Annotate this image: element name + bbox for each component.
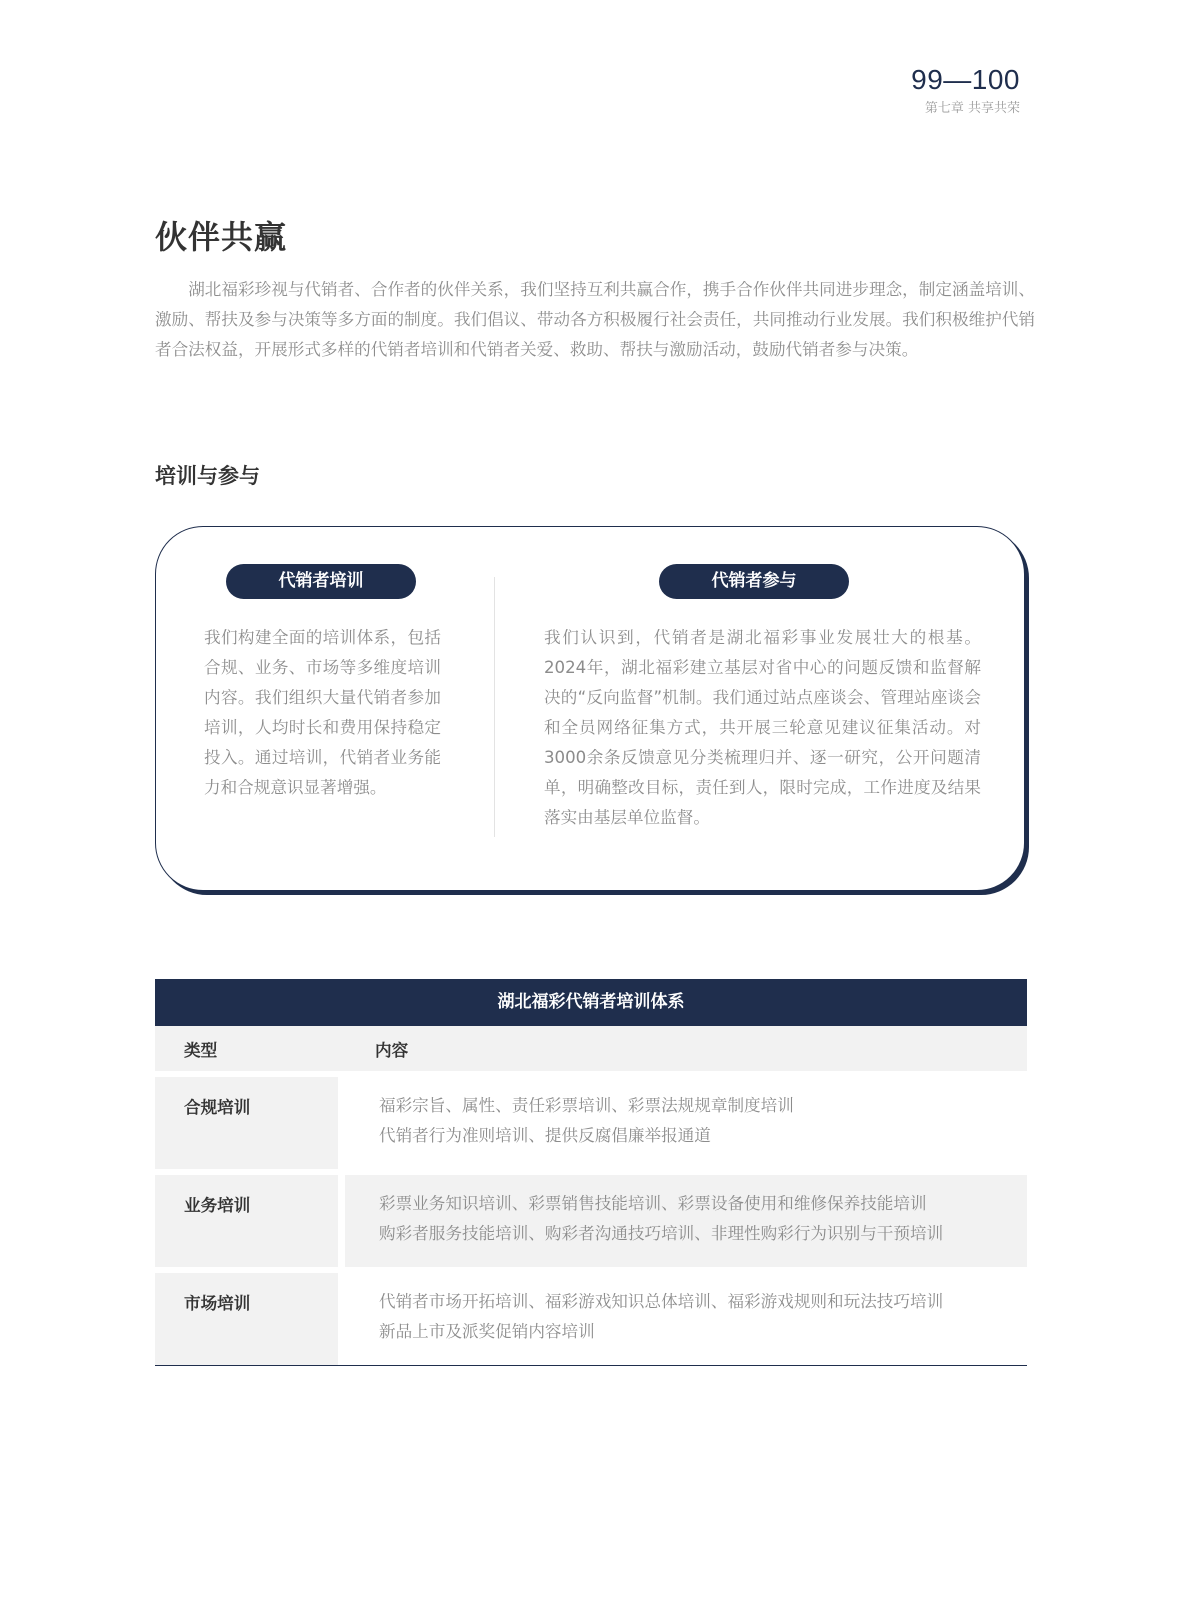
content-line: 代销者行为准则培训、提供反腐倡廉举报通道 <box>379 1126 711 1145</box>
intro-paragraph: 湖北福彩珍视与代销者、合作者的伙伴关系，我们坚持互利共赢合作，携手合作伙伴共同进步理念，制定涵盖培训、激励、帮扶及参与决策等多方面的制度。我们倡议、带动各方积极履行社会责任，共同推动行业发展。我们积极维护代销者合法权益，开展形式多样的代销者培训和代销者关爱、救助、帮扶与激励活动，鼓励代销者参与决策。 <box>155 280 1035 359</box>
training-label-pill: 代销者培训 <box>226 564 416 599</box>
content-line: 福彩宗旨、属性、责任彩票培训、彩票法规规章制度培训 <box>379 1096 794 1115</box>
row-content-cell <box>345 1077 1027 1169</box>
content-line: 代销者市场开拓培训、福彩游戏知识总体培训、福彩游戏规则和玩法技巧培训 <box>379 1292 944 1311</box>
table-bottom-rule <box>155 1365 1027 1366</box>
table-row <box>155 1077 1027 1169</box>
chapter-label: 第七章 共享共荣 <box>924 101 1020 116</box>
card-divider <box>494 577 495 837</box>
row-type-cell: 合规培训 <box>155 1077 338 1169</box>
content-line: 购彩者服务技能培训、购彩者沟通技巧培训、非理性购彩行为识别与干预培训 <box>379 1224 944 1243</box>
content-line: 彩票业务知识培训、彩票销售技能培训、彩票设备使用和维修保养技能培训 <box>379 1194 927 1213</box>
row-content-cell <box>345 1175 1027 1267</box>
section-title: 伙伴共赢 <box>155 218 288 256</box>
subsection-title: 培训与参与 <box>155 464 260 488</box>
participation-label-pill: 代销者参与 <box>659 564 849 599</box>
column-header-content: 内容 <box>375 1040 409 1060</box>
table-header <box>155 1026 1027 1071</box>
row-type-cell: 市场培训 <box>155 1273 338 1365</box>
column-header-type: 类型 <box>184 1040 218 1060</box>
table-title: 湖北福彩代销者培训体系 <box>155 979 1027 1026</box>
row-content-cell <box>345 1273 1027 1365</box>
table-row <box>155 1273 1027 1365</box>
table-row <box>155 1175 1027 1267</box>
training-system-table <box>155 979 1027 1366</box>
training-participation-card <box>155 526 1025 891</box>
training-text: 我们构建全面的培训体系，包括合规、业务、市场等多维度培训内容。我们组织大量代销者参加培训，人均时长和费用保持稳定投入。通过培训，代销者业务能力和合规意识显著增强。 <box>204 628 441 797</box>
content-line: 新品上市及派奖促销内容培训 <box>379 1322 595 1341</box>
row-type-cell: 业务培训 <box>155 1175 338 1267</box>
page-number: 99—100 <box>911 64 1020 95</box>
participation-text: 我们认识到，代销者是湖北福彩事业发展壮大的根基。2024年，湖北福彩建立基层对省中心的问题反馈和监督解决的“反向监督”机制。我们通过站点座谈会、管理站座谈会和全员网络征集方式，共开展三轮意见建议征集活动。对3000余条反馈意见分类梳理归并、逐一研究，公开问题清单，明确整改目标，责任到人，限时完成，工作进度及结果落实由基层单位监督。 <box>544 628 981 827</box>
